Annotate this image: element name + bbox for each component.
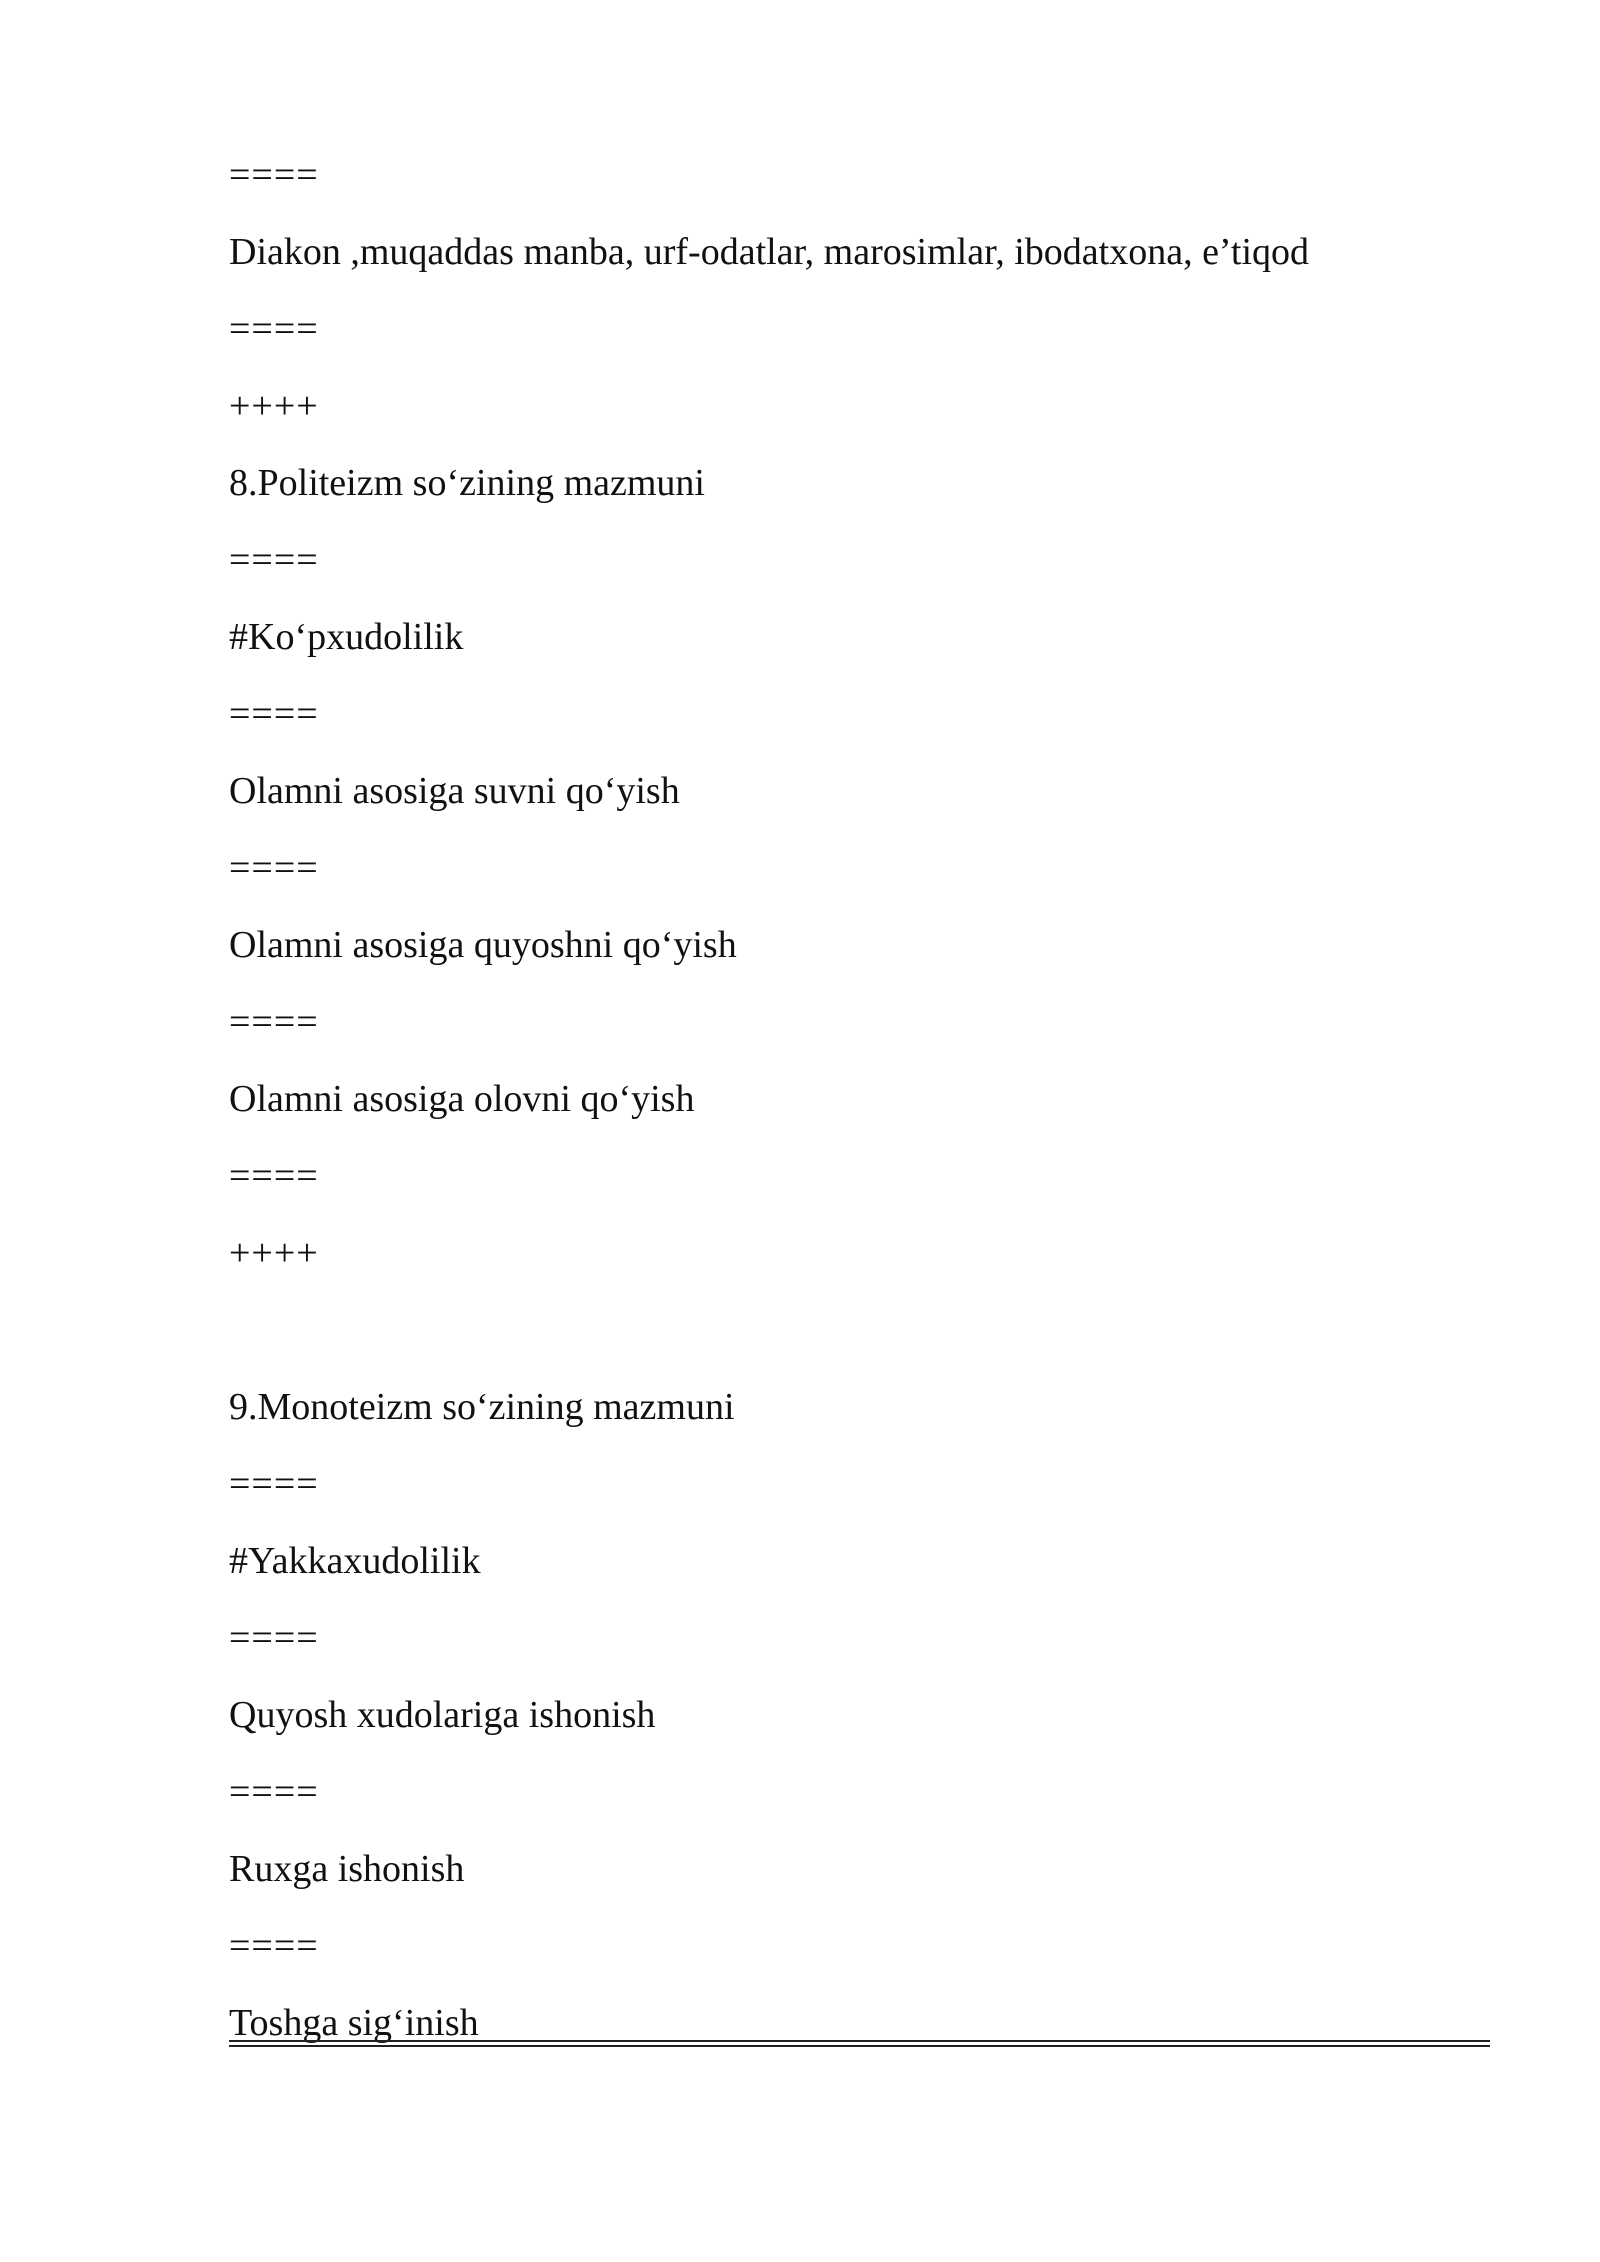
answer-option: Toshga sig‘inish [229, 2002, 479, 2044]
answer-option: Olamni asosiga suvni qo‘yish [229, 770, 680, 812]
separator: ==== [229, 1155, 319, 1197]
separator: ==== [229, 1771, 319, 1813]
separator: ==== [229, 1001, 319, 1043]
separator: ==== [229, 1617, 319, 1659]
separator: ==== [229, 154, 319, 196]
question-9-title: 9.Monoteizm so‘zining mazmuni [229, 1386, 735, 1428]
separator: ==== [229, 1463, 319, 1505]
correct-answer-option: #Yakkaxudolilik [229, 1540, 481, 1582]
answer-option: Diakon ,muqaddas manba, urf-odatlar, marosimlar, ibodatxona, e’tiqod [229, 231, 1310, 273]
question-8-title: 8.Politeizm so‘zining mazmuni [229, 462, 705, 504]
answer-option: Ruxga ishonish [229, 1848, 465, 1890]
section-end-double-rule [229, 2040, 1490, 2047]
separator: ==== [229, 308, 319, 350]
separator: ==== [229, 1925, 319, 1967]
answer-option: Quyosh xudolariga ishonish [229, 1694, 656, 1736]
separator: ==== [229, 539, 319, 581]
question-end-marker: ++++ [229, 385, 319, 427]
answer-option: Olamni asosiga quyoshni qo‘yish [229, 924, 737, 966]
separator: ==== [229, 847, 319, 889]
question-end-marker: ++++ [229, 1232, 319, 1274]
correct-answer-option: #Ko‘pxudolilik [229, 616, 464, 658]
answer-option: Olamni asosiga olovni qo‘yish [229, 1078, 695, 1120]
separator: ==== [229, 693, 319, 735]
